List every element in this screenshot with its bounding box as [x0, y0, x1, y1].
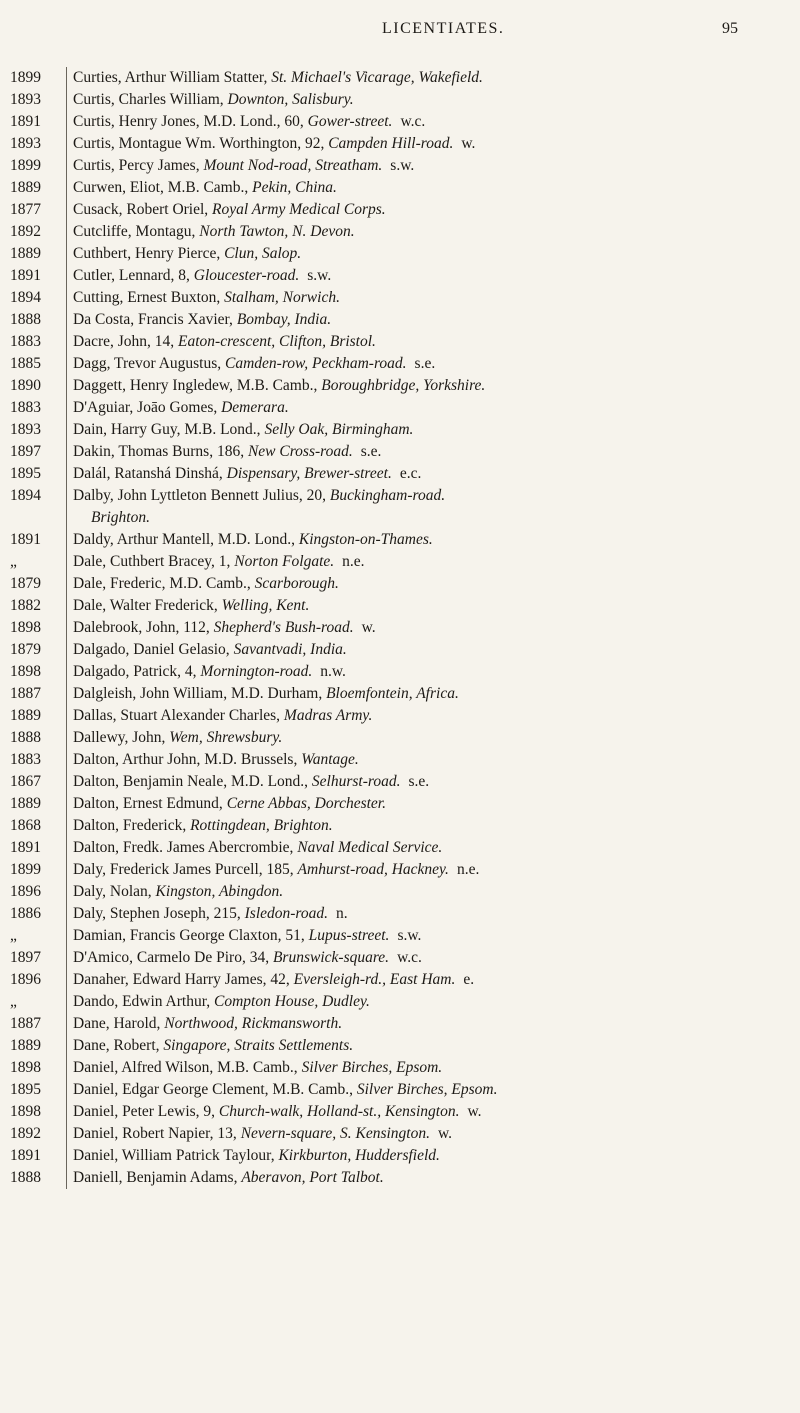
registration-year: 1891 [10, 267, 41, 284]
entry-row [73, 529, 785, 551]
registration-year: 1895 [10, 1081, 41, 1098]
entry-postal-district [442, 1059, 450, 1076]
entry-name: D'Amico, Carmelo De Piro, 34, [73, 949, 273, 966]
registration-year: 1891 [10, 113, 41, 130]
entry-postal-district [339, 575, 347, 592]
entry-address: Aberavon, Port Talbot. [241, 1169, 384, 1186]
entry-row [73, 133, 785, 155]
registration-year: 1897 [10, 949, 41, 966]
entry-postal-district: s.w. [307, 267, 332, 284]
entry-postal-district [445, 487, 453, 504]
entry-address: Madras Army. [283, 707, 373, 724]
entry-name: Daniel, Edgar George Clement, M.B. Camb., [73, 1081, 357, 1098]
entry-name: Daly, Frederick James Purcell, 185, [73, 861, 298, 878]
entry-postal-district: e. [463, 971, 475, 988]
entry-postal-district: n.e. [456, 861, 480, 878]
registration-year: 1892 [10, 1125, 41, 1142]
registration-year: 1887 [10, 1015, 41, 1032]
registration-year: „ [10, 927, 17, 944]
entry-name: Daly, Stephen Joseph, 215, [73, 905, 245, 922]
entry-name: Daniell, Benjamin Adams, [73, 1169, 242, 1186]
registration-year: 1898 [10, 619, 41, 636]
entry-postal-district [331, 311, 339, 328]
entry-postal-district [372, 707, 380, 724]
entry-postal-district: w. [361, 619, 376, 636]
entry-address: Rottingdean, Brighton. [190, 817, 333, 834]
entry-row [73, 1145, 785, 1167]
entry-postal-district [483, 69, 491, 86]
entry-address: Compton House, Dudley. [214, 993, 370, 1010]
entry-row [73, 177, 785, 199]
entry-postal-district: n.e. [342, 553, 365, 570]
entry-row [73, 661, 785, 683]
registration-year: 1890 [10, 377, 41, 394]
entry-name: Dalgado, Daniel Gelasio, [73, 641, 234, 658]
entry-address: Gloucester-road. [193, 267, 300, 284]
entry-address: Northwood, Rickmansworth. [164, 1015, 343, 1032]
entry-postal-district: w. [437, 1125, 453, 1142]
entry-address: Eaton-crescent, Clifton, Bristol. [178, 333, 376, 350]
entry-name: Curtis, Montague Wm. Worthington, 92, [73, 135, 329, 152]
entry-name: Damian, Francis George Claxton, 51, [73, 927, 309, 944]
entry-address: Brighton. [91, 509, 150, 526]
entry-postal-district [337, 179, 345, 196]
entry-name: Dando, Edwin Arthur, [73, 993, 215, 1010]
entry-row [73, 991, 785, 1013]
registration-year: 1896 [10, 971, 41, 988]
entry-name: Cutler, Lennard, 8, [73, 267, 194, 284]
entry-row [73, 749, 785, 771]
entry-row [73, 243, 785, 265]
entry-address: Silver Birches, Epsom. [356, 1081, 498, 1098]
entry-name: Dalton, Fredk. James Abercrombie, [73, 839, 298, 856]
entry-address: Royal Army Medical Corps. [212, 201, 386, 218]
entry-name: Dale, Walter Frederick, [73, 597, 222, 614]
entry-row [73, 507, 785, 529]
registration-year: 1888 [10, 311, 41, 328]
entry-name: Daniel, Robert Napier, 13, [73, 1125, 241, 1142]
entry-address: Bloemfontein, Africa. [326, 685, 459, 702]
entry-row [73, 199, 785, 221]
entry-name: Dalton, Arthur John, M.D. Brussels, [73, 751, 302, 768]
entry-postal-district [340, 289, 348, 306]
registration-year: 1885 [10, 355, 41, 372]
entry-row [73, 903, 785, 925]
registration-year: 1893 [10, 421, 41, 438]
entry-postal-district [459, 685, 467, 702]
entry-postal-district [282, 729, 290, 746]
entry-postal-district: s.w. [390, 157, 415, 174]
entry-row [73, 705, 785, 727]
entry-postal-district [386, 795, 394, 812]
entry-name: Dalgado, Patrick, 4, [73, 663, 201, 680]
entry-row [73, 837, 785, 859]
entry-address: Lupus-street. [308, 927, 390, 944]
entry-postal-district [342, 1015, 350, 1032]
registration-year: 1877 [10, 201, 41, 218]
entry-name: Daggett, Henry Ingledew, M.B. Camb., [73, 377, 322, 394]
entry-row [73, 1079, 785, 1101]
entry-name: Curties, Arthur William Statter, [73, 69, 272, 86]
entry-row [73, 331, 785, 353]
entry-address: Shepherd's Bush-road. [213, 619, 354, 636]
entry-row [73, 1167, 785, 1189]
registration-year: 1886 [10, 905, 41, 922]
entry-address: Kingston-on-Thames. [298, 531, 433, 548]
entry-name: Curtis, Henry Jones, M.D. Lond., 60, [73, 113, 308, 130]
entry-postal-district [485, 377, 493, 394]
entry-name: Dalgleish, John William, M.D. Durham, [73, 685, 327, 702]
entry-row [73, 67, 785, 89]
registration-year: 1889 [10, 707, 41, 724]
entry-address: Boroughbridge, Yorkshire. [321, 377, 486, 394]
entry-row [73, 925, 785, 947]
registration-year: 1898 [10, 663, 41, 680]
entry-postal-district: n. [336, 905, 348, 922]
entry-name: Curtis, Charles William, [73, 91, 228, 108]
entry-row [73, 793, 785, 815]
registration-year [10, 507, 62, 529]
entry-address: Savantvadi, India. [233, 641, 347, 658]
entry-name: Daniel, Peter Lewis, 9, [73, 1103, 219, 1120]
registration-year: 1894 [10, 289, 41, 306]
entry-row [73, 639, 785, 661]
entry-address: Stalham, Norwich. [224, 289, 340, 306]
entry-address: Demerara. [221, 399, 289, 416]
entry-postal-district [359, 751, 367, 768]
entry-name: Cutting, Ernest Buxton, [73, 289, 225, 306]
entry-name: Dalton, Frederick, [73, 817, 191, 834]
registration-year: 1899 [10, 69, 41, 86]
entry-name: Cusack, Robert Oriel, [73, 201, 213, 218]
entry-address: Nevern-square, S. Kensington. [240, 1125, 430, 1142]
registration-year: 1899 [10, 861, 41, 878]
entry-address: Wem, Shrewsbury. [169, 729, 283, 746]
registration-year: 1897 [10, 443, 41, 460]
entry-name: Dacre, John, 14, [73, 333, 179, 350]
entry-address: Church-walk, Holland-st., Kensington. [218, 1103, 460, 1120]
entry-address: Buckingham-road. [329, 487, 446, 504]
entry-row [73, 859, 785, 881]
entry-row [73, 573, 785, 595]
entry-postal-district: w. [467, 1103, 482, 1120]
entry-column [73, 67, 785, 1189]
entry-postal-district [347, 641, 355, 658]
year-column [10, 67, 67, 1189]
entry-row [73, 1035, 785, 1057]
entry-address: Bombay, India. [236, 311, 332, 328]
entry-postal-district [433, 531, 441, 548]
entry-row [73, 617, 785, 639]
entry-address: Pekin, China. [252, 179, 337, 196]
entry-row [73, 111, 785, 133]
entry-row [73, 551, 785, 573]
registration-year: 1895 [10, 465, 41, 482]
entry-row [73, 419, 785, 441]
registration-year: 1893 [10, 135, 41, 152]
entry-row [73, 969, 785, 991]
entry-name: Dalby, John Lyttleton Bennett Julius, 20, [73, 487, 330, 504]
entry-address: Eversleigh-rd., East Ham. [293, 971, 456, 988]
registration-year: 1883 [10, 751, 41, 768]
registration-year: 1894 [10, 487, 41, 504]
entry-name: Dane, Harold, [73, 1015, 165, 1032]
entry-name: Da Costa, Francis Xavier, [73, 311, 237, 328]
entry-postal-district [333, 817, 341, 834]
entry-address: Mount Nod-road, Streatham. [203, 157, 383, 174]
entry-name: Daniel, Alfred Wilson, M.B. Camb., [73, 1059, 302, 1076]
entry-address: Wantage. [301, 751, 359, 768]
entry-address: Isledon-road. [244, 905, 329, 922]
registration-year: 1883 [10, 399, 41, 416]
registration-year: 1891 [10, 1147, 41, 1164]
entry-postal-district [301, 245, 309, 262]
registration-year: 1896 [10, 883, 41, 900]
entry-postal-district: w. [461, 135, 476, 152]
entry-row [73, 309, 785, 331]
entry-name: Dale, Frederic, M.D. Camb., [73, 575, 255, 592]
registration-year: 1889 [10, 1037, 41, 1054]
entry-name: Curwen, Eliot, M.B. Camb., [73, 179, 253, 196]
entry-name: Dalton, Ernest Edmund, [73, 795, 227, 812]
entry-row [73, 155, 785, 177]
entry-postal-district: s.e. [414, 355, 436, 372]
entry-address: Singapore, Straits Settlements. [163, 1037, 354, 1054]
entry-postal-district: e.c. [399, 465, 422, 482]
registration-year: 1867 [10, 773, 41, 790]
entry-row [73, 287, 785, 309]
entry-name: Dallas, Stuart Alexander Charles, [73, 707, 284, 724]
entry-name: Dagg, Trevor Augustus, [73, 355, 226, 372]
registration-year: 1899 [10, 157, 41, 174]
entry-name: Dakin, Thomas Burns, 186, [73, 443, 248, 460]
registration-year: 1891 [10, 531, 41, 548]
entry-postal-district [376, 333, 384, 350]
entry-postal-district [283, 883, 291, 900]
registration-year: 1891 [10, 839, 41, 856]
entry-postal-district: s.e. [408, 773, 430, 790]
registration-year: 1889 [10, 179, 41, 196]
entry-row [73, 947, 785, 969]
entry-row [73, 1101, 785, 1123]
entry-address: Camden-row, Peckham-road. [225, 355, 407, 372]
entry-name: Dale, Cuthbert Bracey, 1, [73, 553, 235, 570]
entry-postal-district [354, 91, 362, 108]
entry-name: Dane, Robert, [73, 1037, 164, 1054]
entry-address: St. Michael's Vicarage, Wakefield. [271, 69, 483, 86]
registration-year: 1868 [10, 817, 41, 834]
entry-address: Selhurst-road. [311, 773, 401, 790]
entry-address: Welling, Kent. [221, 597, 310, 614]
entry-row [73, 815, 785, 837]
entry-row [73, 221, 785, 243]
registration-year: 1879 [10, 641, 41, 658]
entry-name: Dalton, Benjamin Neale, M.D. Lond., [73, 773, 312, 790]
entry-postal-district [355, 223, 363, 240]
page-number: 95 [722, 20, 738, 37]
entry-address: Campden Hill-road. [328, 135, 454, 152]
entry-row [73, 1013, 785, 1035]
entry-address: Norton Folgate. [234, 553, 335, 570]
entry-address: Mornington-road. [200, 663, 313, 680]
entry-name: Cutcliffe, Montagu, [73, 223, 200, 240]
entry-address: Dispensary, Brewer-street. [226, 465, 392, 482]
registration-year: „ [10, 553, 17, 570]
entry-name: Dain, Harry Guy, M.B. Lond., [73, 421, 265, 438]
entry-row [73, 683, 785, 705]
registration-year: 1889 [10, 795, 41, 812]
entry-postal-district [384, 1169, 392, 1186]
entry-name: Danaher, Edward Harry James, 42, [73, 971, 294, 988]
entry-address: Selly Oak, Birmingham. [264, 421, 414, 438]
entry-address: Clun, Salop. [224, 245, 302, 262]
entry-row [73, 1057, 785, 1079]
entry-name: Curtis, Percy James, [73, 157, 204, 174]
registration-year: 1888 [10, 729, 41, 746]
entry-row [73, 89, 785, 111]
entry-name: Cuthbert, Henry Pierce, [73, 245, 225, 262]
entry-address: Scarborough. [254, 575, 339, 592]
entry-address: North Tawton, N. Devon. [199, 223, 355, 240]
entry-address: Naval Medical Service. [297, 839, 443, 856]
entry-postal-district [386, 201, 394, 218]
entry-row [73, 375, 785, 397]
entry-postal-district [497, 1081, 505, 1098]
registration-year: 1889 [10, 245, 41, 262]
entry-postal-district: w.c. [397, 949, 422, 966]
entry-address: New Cross-road. [247, 443, 353, 460]
entry-address: Brunswick-square. [272, 949, 390, 966]
registration-year: 1882 [10, 597, 41, 614]
entry-row [73, 485, 785, 507]
entry-postal-district [442, 839, 450, 856]
entry-row [73, 463, 785, 485]
entry-row [73, 595, 785, 617]
registration-year: 1888 [10, 1169, 41, 1186]
entry-row [73, 1123, 785, 1145]
registration-year: 1883 [10, 333, 41, 350]
registration-year: 1879 [10, 575, 41, 592]
entry-postal-district: n.w. [320, 663, 346, 680]
registration-year: 1898 [10, 1103, 41, 1120]
running-title: LICENTIATES. [382, 20, 505, 37]
entry-name: Daniel, William Patrick Taylour, [73, 1147, 279, 1164]
entry-row [73, 353, 785, 375]
entry-row [73, 727, 785, 749]
registration-year: 1892 [10, 223, 41, 240]
entry-row [73, 441, 785, 463]
entry-address: Silver Birches, Epsom. [301, 1059, 443, 1076]
entry-address: Kirkburton, Huddersfield. [278, 1147, 440, 1164]
entry-row [73, 881, 785, 903]
entry-postal-district [370, 993, 378, 1010]
entry-address: Amhurst-road, Hackney. [297, 861, 449, 878]
registration-year: 1887 [10, 685, 41, 702]
entry-postal-district: w.c. [400, 113, 426, 130]
entry-name: Dalebrook, John, 112, [73, 619, 214, 636]
page-header [0, 20, 800, 44]
registration-year: 1898 [10, 1059, 41, 1076]
entry-address: Cerne Abbas, Dorchester. [226, 795, 386, 812]
entry-postal-district [440, 1147, 448, 1164]
entry-name: D'Aguiar, Joāo Gomes, [73, 399, 222, 416]
registration-year: „ [10, 993, 17, 1010]
entry-postal-district [413, 421, 421, 438]
entry-name: Daly, Nolan, [73, 883, 156, 900]
entry-postal-district [150, 509, 158, 526]
entry-row [73, 397, 785, 419]
entry-postal-district [353, 1037, 361, 1054]
entry-address: Kingston, Abingdon. [155, 883, 284, 900]
entry-address: Gower-street. [307, 113, 393, 130]
entry-name: Dalál, Ratanshá Dinshá, [73, 465, 227, 482]
entry-row [73, 265, 785, 287]
entry-postal-district [289, 399, 297, 416]
entry-postal-district [309, 597, 317, 614]
entry-postal-district: s.w. [397, 927, 422, 944]
entry-name: Daldy, Arthur Mantell, M.D. Lond., [73, 531, 299, 548]
entry-address: Downton, Salisbury. [227, 91, 354, 108]
entry-name: Dallewy, John, [73, 729, 170, 746]
registration-year: 1893 [10, 91, 41, 108]
entry-postal-district: s.e. [360, 443, 382, 460]
entry-row [73, 771, 785, 793]
